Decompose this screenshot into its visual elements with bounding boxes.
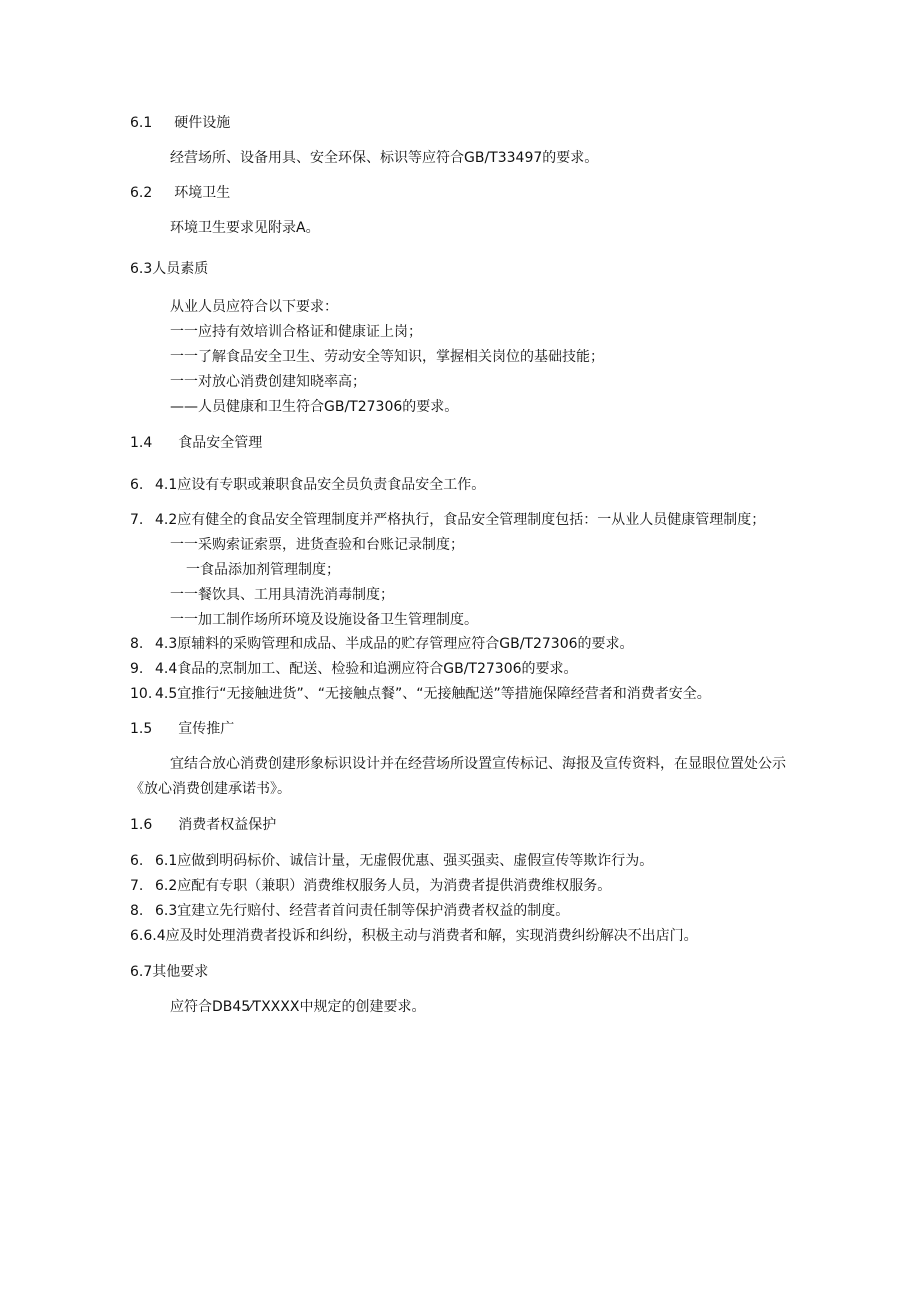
- section-6-4-heading: [130, 433, 262, 453]
- clause-number: 6.: [130, 477, 144, 493]
- section-6-2-heading: [130, 183, 230, 203]
- section-title: 硬件设施: [174, 115, 231, 131]
- clause-6-4-4: [130, 659, 578, 679]
- list-item: 一一对放心消费创建知晓率高；: [170, 374, 366, 390]
- clause-number: 9.: [130, 661, 144, 677]
- clause-number: 8.: [130, 636, 144, 652]
- section-number: 1.4: [130, 435, 153, 451]
- clause-number: 8.: [130, 903, 144, 919]
- section-6-6-heading: [130, 815, 276, 835]
- section-6-7-heading: 6.7其他要求: [130, 964, 209, 980]
- list-item: ——人员健康和卫生符合GB/T27306的要求。: [170, 399, 459, 415]
- section-title: 食品安全管理: [178, 435, 263, 451]
- list-item: 一一加工制作场所环境及设施设备卫生管理制度。: [170, 612, 478, 628]
- section-title: 宣传推广: [178, 721, 235, 737]
- section-6-2-body: 环境卫生要求见附录A。: [170, 220, 320, 236]
- clause-6-4-5: [130, 684, 711, 704]
- list-item: 一食品添加剂管理制度；: [186, 562, 340, 578]
- clause-text: 6.2应配有专职（兼职）消费维权服务人员，为消费者提供消费维权服务。: [155, 878, 612, 894]
- clause-6-4-2: [130, 510, 765, 530]
- clause-text: 4.3原辅料的采购管理和成品、半成品的贮存管理应符合GB/T27306的要求。: [155, 636, 634, 652]
- section-number: 1.6: [130, 817, 153, 833]
- section-6-5-body-line2: 《放心消费创建承诺书》。: [130, 781, 291, 797]
- clause-6-6-3: [130, 901, 569, 921]
- clause-6-6-2: [130, 876, 611, 896]
- list-item: 一一应持有效培训合格证和健康证上岗；: [170, 324, 422, 340]
- list-item: 一一采购索证索票，进货查验和台账记录制度；: [170, 537, 464, 553]
- list-item: 一一餐饮具、工用具清洗消毒制度；: [170, 587, 394, 603]
- clause-number: 7.: [130, 878, 144, 894]
- section-6-5-body-line1: 宜结合放心消费创建形象标识设计并在经营场所设置宣传标记、海报及宣传资料，在显眼位置处公示: [170, 756, 786, 772]
- section-6-5-heading: [130, 719, 234, 739]
- list-item: 一一了解食品安全卫生、劳动安全等知识，掌握相关岗位的基础技能；: [170, 349, 604, 365]
- section-6-3-heading: 6.3人员素质: [130, 261, 209, 277]
- clause-number: 10.: [130, 686, 153, 702]
- section-number: 6.2: [130, 185, 153, 201]
- section-number: 1.5: [130, 721, 153, 737]
- clause-6-4-1: [130, 475, 485, 495]
- clause-text: 4.4食品的烹制加工、配送、检验和追溯应符合GB/T27306的要求。: [155, 661, 578, 677]
- section-title: 环境卫生: [174, 185, 231, 201]
- section-6-1-body: 经营场所、设备用具、安全环保、标识等应符合GB/T33497的要求。: [170, 150, 599, 166]
- section-6-1-heading: [130, 113, 230, 133]
- clause-text: 6.1应做到明码标价、诚信计量，无虚假优惠、强买强卖、虚假宣传等欺诈行为。: [155, 853, 654, 869]
- clause-number: 7.: [130, 512, 144, 528]
- clause-text: 4.2应有健全的食品安全管理制度并严格执行，食品安全管理制度包括：一从业人员健康管理制度；: [155, 512, 766, 528]
- section-6-3-intro: 从业人员应符合以下要求：: [170, 299, 338, 315]
- clause-text: 6.3宜建立先行赔付、经营者首问责任制等保护消费者权益的制度。: [155, 903, 570, 919]
- clause-text: 4.1应设有专职或兼职食品安全员负责食品安全工作。: [155, 477, 486, 493]
- clause-6-6-1: [130, 851, 653, 871]
- clause-text: 4.5宜推行“无接触进货”、“无接触点餐”、“无接触配送”等措施保障经营者和消费者安全。: [155, 686, 711, 702]
- clause-6-6-4: 6.6.4应及时处理消费者投诉和纠纷，积极主动与消费者和解，实现消费纠纷解决不出店门。: [130, 928, 698, 944]
- clause-number: 6.: [130, 853, 144, 869]
- section-title: 消费者权益保护: [178, 817, 277, 833]
- clause-6-4-3: [130, 634, 634, 654]
- section-6-7-body: 应符合DB45⁄TXXXX中规定的创建要求。: [170, 999, 426, 1015]
- section-number: 6.1: [130, 115, 153, 131]
